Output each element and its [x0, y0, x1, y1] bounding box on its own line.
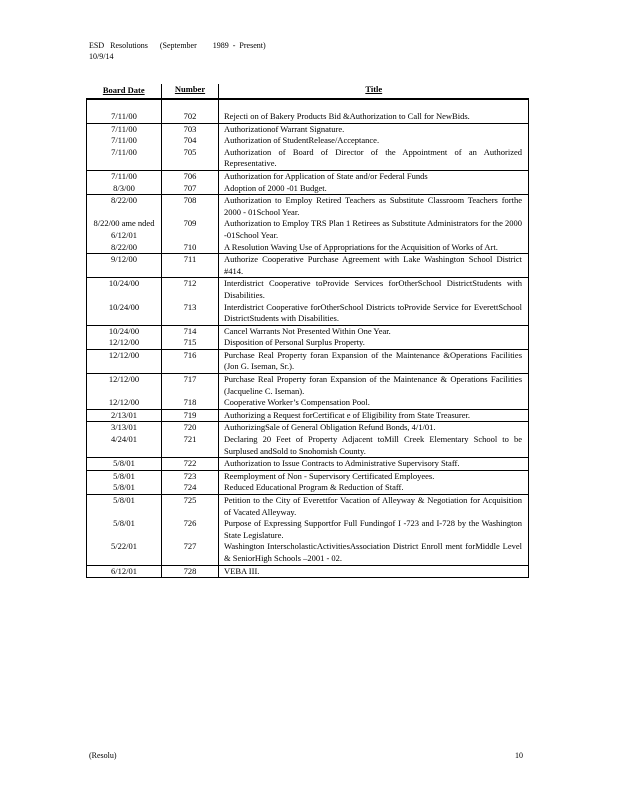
header-date: 10/9/14	[89, 52, 114, 61]
table-row	[87, 422, 529, 434]
title-cell: Authorization to Employ Retired Teachers as Substitute Classroom Teachers forthe 2000 - 01School Year.	[219, 195, 529, 219]
title-cell: Disposition of Personal Surplus Property.	[219, 337, 529, 349]
table-row	[87, 518, 529, 541]
title-cell: Reduced Educational Program & Reduction of Staff.	[219, 482, 529, 494]
number-cell: 704	[162, 135, 219, 147]
board-date-cell: 12/12/00	[87, 397, 162, 409]
table-row	[87, 337, 529, 349]
page-number: 10	[515, 751, 523, 760]
number-cell: 703	[162, 123, 219, 135]
title-cell: Purchase Real Property foran Expansion of the Maintenance &Operations Facilities (Jon G. Iseman, Sr.).	[219, 349, 529, 373]
table-row	[87, 242, 529, 254]
number-cell: 715	[162, 337, 219, 349]
table-row	[87, 458, 529, 471]
number-cell: 707	[162, 183, 219, 195]
table-row	[87, 99, 529, 123]
title-cell: Interdistrict Cooperative forOtherSchool Districts toProvide Service for EverettSchool DistrictStudents with Disabilities.	[219, 302, 529, 326]
title-cell: Reemployment of Non - Supervisory Certificated Employees.	[219, 470, 529, 482]
table-row	[87, 147, 529, 171]
board-date-cell: 7/11/00	[87, 135, 162, 147]
number-cell: 726	[162, 518, 219, 541]
title-cell: Purchase Real Property foran Expansion of the Maintenance & Operations Facilities (Jacqueline C. Iseman).	[219, 374, 529, 398]
board-date-cell: 5/8/01	[87, 458, 162, 471]
number-cell: 710	[162, 242, 219, 254]
number-cell: 727	[162, 541, 219, 565]
resolutions-table	[86, 84, 529, 578]
title-cell: Authorization to Employ TRS Plan 1 Retirees as Substitute Administrators for the 2000 -01School Year.	[219, 218, 529, 241]
board-date-cell: 8/22/00	[87, 195, 162, 219]
table-row	[87, 302, 529, 326]
number-cell: 720	[162, 422, 219, 434]
title-cell: Petition to the City of Everettfor Vacation of Alleyway & Negotiation for Acquisition of Vacated Alleyway.	[219, 495, 529, 519]
number-cell: 713	[162, 302, 219, 326]
title-cell: Interdistrict Cooperative toProvide Services forOtherSchool DistrictStudents with Disabilities.	[219, 278, 529, 302]
title-cell: Authorizing a Request forCertificat e of Eligibility from State Treasurer.	[219, 409, 529, 422]
board-date-cell: 10/24/00	[87, 325, 162, 337]
number-cell: 716	[162, 349, 219, 373]
board-date-cell: 7/11/00	[87, 123, 162, 135]
board-date-cell: 6/12/01	[87, 565, 162, 578]
board-date-cell: 8/22/00 ame nded 6/12/01	[87, 218, 162, 241]
table-row	[87, 195, 529, 219]
title-cell: Authorization of Board of Director of the Appointment of an Authorized Representative.	[219, 147, 529, 171]
board-date-cell: 12/12/00	[87, 349, 162, 373]
table-body	[87, 99, 529, 578]
table-row	[87, 374, 529, 398]
table-row	[87, 349, 529, 373]
board-date-cell: 8/3/00	[87, 183, 162, 195]
number-cell: 714	[162, 325, 219, 337]
table-row	[87, 434, 529, 458]
title-cell: Cooperative Worker’s Compensation Pool.	[219, 397, 529, 409]
number-cell: 725	[162, 495, 219, 519]
number-cell: 718	[162, 397, 219, 409]
title-cell: Cancel Warrants Not Presented Within One Year.	[219, 325, 529, 337]
board-date-cell: 9/12/00	[87, 254, 162, 278]
board-date-cell: 2/13/01	[87, 409, 162, 422]
title-cell: Authorization to Issue Contracts to Administrative Supervisory Staff.	[219, 458, 529, 471]
board-date-cell: 10/24/00	[87, 278, 162, 302]
number-cell: 721	[162, 434, 219, 458]
table-row	[87, 495, 529, 519]
board-date-cell: 7/11/00	[87, 147, 162, 171]
number-cell: 711	[162, 254, 219, 278]
title-cell: A Resolution Waving Use of Appropriations for the Acquisition of Works of Art.	[219, 242, 529, 254]
board-date-cell: 5/8/01	[87, 470, 162, 482]
table-row	[87, 541, 529, 565]
board-date-cell: 7/11/00	[87, 99, 162, 123]
title-cell: Authorizationof Warrant Signature.	[219, 123, 529, 135]
column-header-title: Title	[365, 84, 383, 94]
footer-label: (Resolu)	[89, 751, 117, 760]
table-row	[87, 482, 529, 494]
number-cell: 708	[162, 195, 219, 219]
title-cell: Authorize Cooperative Purchase Agreement with Lake Washington School District #414.	[219, 254, 529, 278]
board-date-cell: 5/8/01	[87, 518, 162, 541]
number-cell: 706	[162, 170, 219, 182]
table-row	[87, 218, 529, 241]
board-date-cell: 8/22/00	[87, 242, 162, 254]
table-row	[87, 409, 529, 422]
table-row	[87, 135, 529, 147]
number-cell: 723	[162, 470, 219, 482]
table-row	[87, 183, 529, 195]
title-cell: AuthorizingSale of General Obligation Refund Bonds, 4/1/01.	[219, 422, 529, 434]
title-cell: VEBA III.	[219, 565, 529, 578]
column-header-number: Number	[162, 84, 219, 99]
board-date-cell: 4/24/01	[87, 434, 162, 458]
board-date-cell: 12/12/00	[87, 374, 162, 398]
number-cell: 712	[162, 278, 219, 302]
column-header-board-date: Board Date	[87, 84, 162, 99]
number-cell: 724	[162, 482, 219, 494]
number-cell: 728	[162, 565, 219, 578]
title-cell: Declaring 20 Feet of Property Adjacent toMill Creek Elementary School to be Surplused andSold to Snohomish County.	[219, 434, 529, 458]
number-cell: 722	[162, 458, 219, 471]
header-title: ESD Resolutions (September 1989 - Present)	[89, 41, 266, 50]
title-cell: Purpose of Expressing Supportfor Full Fundingof I -723 and I-728 by the Washington State Legislature.	[219, 518, 529, 541]
table-row	[87, 170, 529, 182]
number-cell: 705	[162, 147, 219, 171]
board-date-cell: 5/8/01	[87, 495, 162, 519]
title-cell: Rejecti on of Bakery Products Bid &Authorization to Call for NewBids.	[219, 99, 529, 123]
board-date-cell: 7/11/00	[87, 170, 162, 182]
table-row	[87, 325, 529, 337]
board-date-cell: 5/22/01	[87, 541, 162, 565]
title-cell: Washington InterscholasticActivitiesAssociation District Enroll ment forMiddle Level & SeniorHigh Schools –2001 - 02.	[219, 541, 529, 565]
board-date-cell: 3/13/01	[87, 422, 162, 434]
title-cell: Authorization for Application of State and/or Federal Funds	[219, 170, 529, 182]
title-cell: Authorization of StudentRelease/Acceptance.	[219, 135, 529, 147]
table-header-row	[87, 84, 529, 99]
table-row	[87, 470, 529, 482]
title-cell: Adoption of 2000 -01 Budget.	[219, 183, 529, 195]
number-cell: 717	[162, 374, 219, 398]
board-date-cell: 12/12/00	[87, 337, 162, 349]
number-cell: 702	[162, 99, 219, 123]
number-cell: 719	[162, 409, 219, 422]
table-row	[87, 565, 529, 578]
table-row	[87, 254, 529, 278]
table-row	[87, 278, 529, 302]
document-header	[89, 40, 266, 62]
board-date-cell: 10/24/00	[87, 302, 162, 326]
table-row	[87, 397, 529, 409]
number-cell: 709	[162, 218, 219, 241]
board-date-cell: 5/8/01	[87, 482, 162, 494]
table-row	[87, 123, 529, 135]
